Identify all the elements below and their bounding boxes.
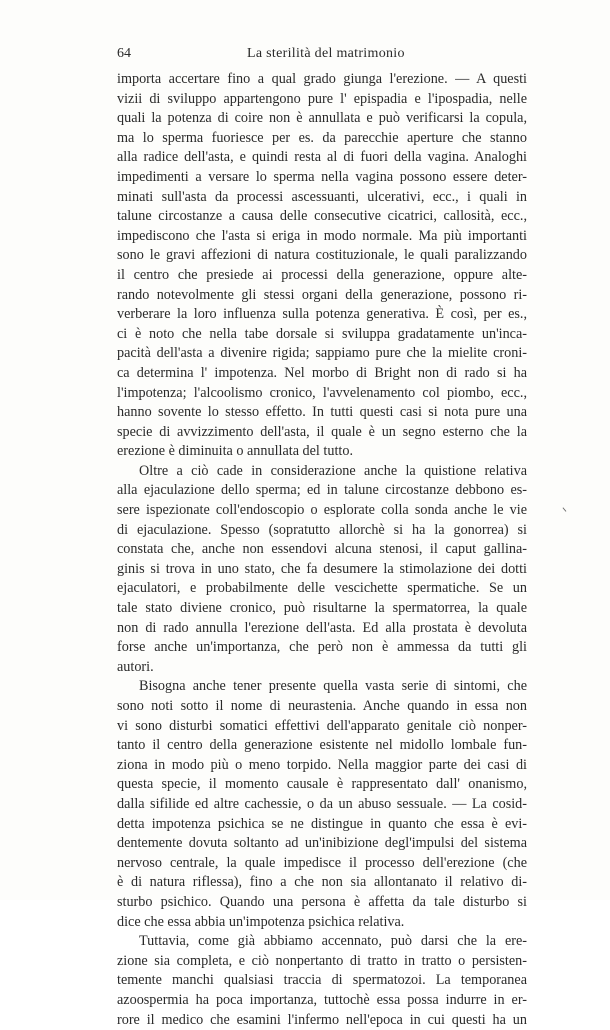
text-line: verberare la loro influenza sulla potenza generativa. È così, per es., — [117, 305, 527, 325]
text-line: Bisogna anche tener presente quella vasta serie di sintomi, che — [117, 677, 527, 697]
text-line: ci è noto che nella tabe dorsale si sviluppa gradatamente un'inca- — [117, 325, 527, 345]
text-line: sturbo psichico. Quando una persona è affetta da tale disturbo si — [117, 893, 527, 913]
text-line: è di natura riflessa), fino a che non sia allontanato il relativo di- — [117, 873, 527, 893]
text-line: nervoso centrale, la quale impedisce il processo dell'erezione (che — [117, 854, 527, 874]
text-line: importa accertare fino a qual grado giunga l'erezione. — A questi — [117, 70, 527, 90]
text-line: specie di avvizzimento dell'asta, il quale è un segno esterno che la — [117, 423, 527, 443]
text-line: non di rado annulla l'erezione dell'asta. Ed alla prostata è devoluta — [117, 619, 527, 639]
text-line: sono le gravi affezioni di natura costituzionale, le quali paralizzando — [117, 246, 527, 266]
text-line: erezione è diminuita o annullata del tutto. — [117, 442, 527, 462]
text-line: constata che, anche non essendovi alcuna stenosi, il caput gallina- — [117, 540, 527, 560]
text-line: ginis si trova in uno stato, che fa desumere la stimolazione dei dotti — [117, 560, 527, 580]
text-line: alla radice dell'asta, e quindi resta al di fuori della vagina. Analoghi — [117, 148, 527, 168]
text-line: rore il medico che esamini l'infermo nell'epoca in cui questi ha un — [117, 1011, 527, 1030]
text-line: azoospermia ha poca importanza, tuttochè essa possa indurre in er- — [117, 991, 527, 1011]
text-line: ejaculatori, e probabilmente delle vescichette spermatiche. Se un — [117, 579, 527, 599]
text-line: quali la potenza di coire non è annullata e può verificarsi la copula, — [117, 109, 527, 129]
text-line: dentemente dovuta soltanto ad un'inibizione degl'impulsi del sistema — [117, 834, 527, 854]
text-line: di ejaculazione. Spesso (sopratutto allorchè si ha la gonorrea) si — [117, 521, 527, 541]
text-line: il centro che presiede ai processi della generazione, oppure alte- — [117, 266, 527, 286]
text-line: minati sull'asta da processi ascessuanti, ulcerativi, ecc., i quali in — [117, 188, 527, 208]
text-line: tanto il centro della generazione esistente nel midollo lombale fun- — [117, 736, 527, 756]
text-line: questa specie, il momento causale è rappresentato dall' onanismo, — [117, 775, 527, 795]
body-text — [117, 70, 527, 1030]
running-title: La sterilità del matrimonio — [247, 44, 405, 64]
text-line: rando notevolmente gli stessi organi della generazione, possono ri- — [117, 286, 527, 306]
text-line: vi sono disturbi somatici effettivi dell'apparato genitale ciò nonper- — [117, 717, 527, 737]
text-line: temente manchi qualsiasi traccia di spermatozoi. La temporanea — [117, 971, 527, 991]
text-line: tale stato diviene cronico, può risultarne la spermatorrea, la quale — [117, 599, 527, 619]
text-line: pacità dell'asta a divenire rigida; sappiamo pure che la mielite croni- — [117, 344, 527, 364]
text-line: impedimenti a versare lo sperma nella vagina possono essere deter- — [117, 168, 527, 188]
text-line: autori. — [117, 658, 527, 678]
text-line: dice che essa abbia un'impotenza psichica relativa. — [117, 913, 527, 933]
page-header — [117, 44, 527, 64]
text-line: sono noti sotto il nome di neurastenia. Anche quando in essa non — [117, 697, 527, 717]
text-line: forse anche un'importanza, che però non è ammessa da tutti gli — [117, 638, 527, 658]
text-line: alla ejaculazione dello sperma; ed in talune circostanze debbono es- — [117, 481, 527, 501]
text-line: l'impotenza; l'alcoolismo cronico, l'avvelenamento col piombo, ecc., — [117, 384, 527, 404]
text-line: ca determina l' impotenza. Nel morbo di Bright non di rado si ha — [117, 364, 527, 384]
text-line: hanno sovente lo stesso effetto. In tutti questi casi si nota pure una — [117, 403, 527, 423]
margin-mark: ᐠ — [562, 505, 567, 520]
text-line: Oltre a ciò cade in considerazione anche la quistione relativa — [117, 462, 527, 482]
text-line: ziona in modo più o meno torpido. Nella maggior parte dei casi di — [117, 756, 527, 776]
text-line: Tuttavia, come già abbiamo accennato, può darsi che la ere- — [117, 932, 527, 952]
text-line: dalla sifilide ed altre cachessie, o da un abuso sessuale. — La cosid- — [117, 795, 527, 815]
text-line: zione sia completa, e ciò nonpertanto di tratto in tratto o persisten- — [117, 952, 527, 972]
text-line: sere ispezionate coll'endoscopio o esplorate colla sonda anche le vie — [117, 501, 527, 521]
text-line: ma lo sperma fuoriesce per es. da parecchie aperture che stanno — [117, 129, 527, 149]
text-line: vizii di sviluppo appartengono pure l' epispadia e l'ipospadia, nelle — [117, 90, 527, 110]
text-line: impediscono che l'asta si eriga in modo normale. Ma più importanti — [117, 227, 527, 247]
page-number: 64 — [117, 44, 131, 64]
text-line: talune circostanze a causa delle consecutive cicatrici, callosità, ecc., — [117, 207, 527, 227]
text-line: detta impotenza psichica se ne distingue in quanto che essa è evi- — [117, 815, 527, 835]
